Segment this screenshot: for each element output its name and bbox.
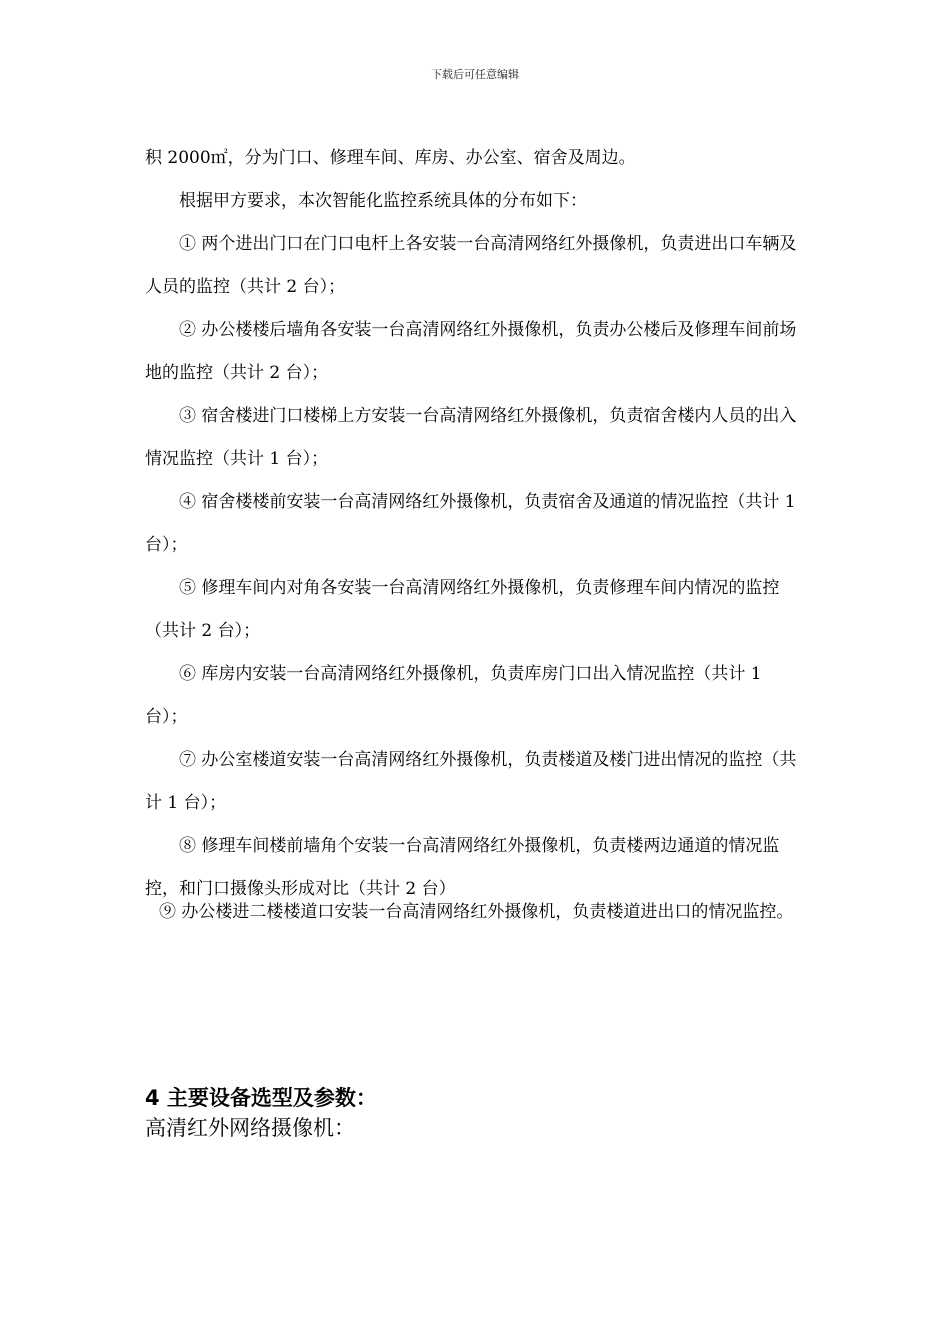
list-item-6: ⑥ 库房内安装一台高清网络红外摄像机，负责库房门口出入情况监控（共计 1 台）； — [145, 664, 762, 727]
list-item-7: ⑦ 办公室楼道安装一台高清网络红外摄像机，负责楼道及楼门进出情况的监控（共计 1 台）； — [145, 750, 797, 813]
page-header: 下载后可任意编辑 — [431, 68, 519, 81]
list-item-9: ⑨ 办公楼进二楼楼道口安装一台高清网络红外摄像机，负责楼道进出口的情况监控。 — [159, 902, 794, 922]
list-item-2: ② 办公楼楼后墙角各安装一台高清网络红外摄像机，负责办公楼后及修理车间前场地的监控（共计 2 台）； — [145, 320, 797, 383]
list-item-3: ③ 宿舍楼进门口楼梯上方安装一台高清网络红外摄像机，负责宿舍楼内人员的出入情况监控（共计 1 台）； — [145, 406, 797, 469]
section-heading: 4 主要设备选型及参数： — [145, 1086, 377, 1110]
document-body — [145, 137, 807, 911]
paragraph-area-intro: 积 2000㎡，分为门口、修理车间、库房、办公室、宿舍及周边。 — [145, 148, 636, 168]
list-item-8: ⑧ 修理车间楼前墙角个安装一台高清网络红外摄像机，负责楼两边通道的情况监控，和门口摄像头形成对比（共计 2 台） — [145, 836, 780, 899]
paragraph-distribution-intro: 根据甲方要求，本次智能化监控系统具体的分布如下： — [179, 191, 587, 211]
list-item-5: ⑤ 修理车间内对角各安装一台高清网络红外摄像机，负责修理车间内情况的监控（共计 2 台）； — [145, 578, 780, 641]
list-item-4: ④ 宿舍楼楼前安装一台高清网络红外摄像机，负责宿舍及通道的情况监控（共计 1 台）； — [145, 492, 796, 555]
section-subheading: 高清红外网络摄像机： — [145, 1116, 355, 1140]
list-item-1: ① 两个进出门口在门口电杆上各安装一台高清网络红外摄像机，负责进出口车辆及人员的监控（共计 2 台）； — [145, 234, 797, 297]
